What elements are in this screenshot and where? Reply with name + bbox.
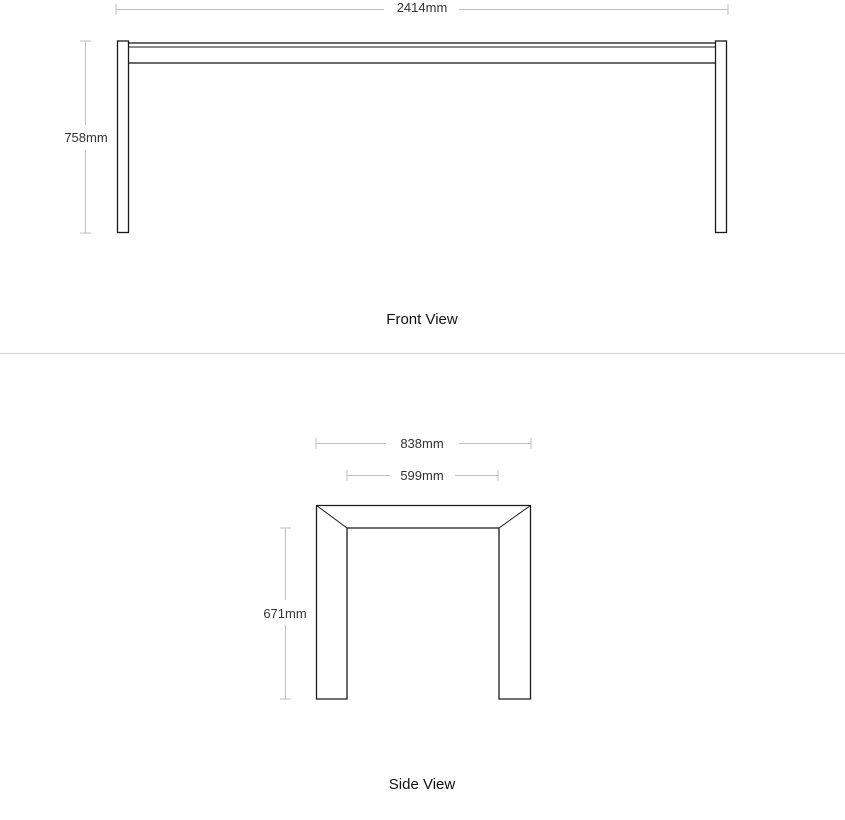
front-height-label: 758mm [64,130,108,145]
side-table-outline [317,506,531,700]
side-view-label: Side View [388,776,456,793]
front-width-label: 2414mm [396,0,448,15]
side-view [263,436,531,793]
side-outer-width-dimension [316,436,531,451]
side-inner-width-label: 599mm [400,468,444,483]
front-view-label: Front View [386,311,458,328]
side-inner-width-dimension [347,468,498,483]
front-width-dimension [116,0,728,15]
side-height-label: 671mm [263,606,307,621]
side-outer-width-label: 838mm [400,436,444,451]
front-height-dimension [64,41,107,233]
side-height-dimension [263,528,306,699]
front-table-outline [118,41,727,233]
front-view [64,0,728,328]
